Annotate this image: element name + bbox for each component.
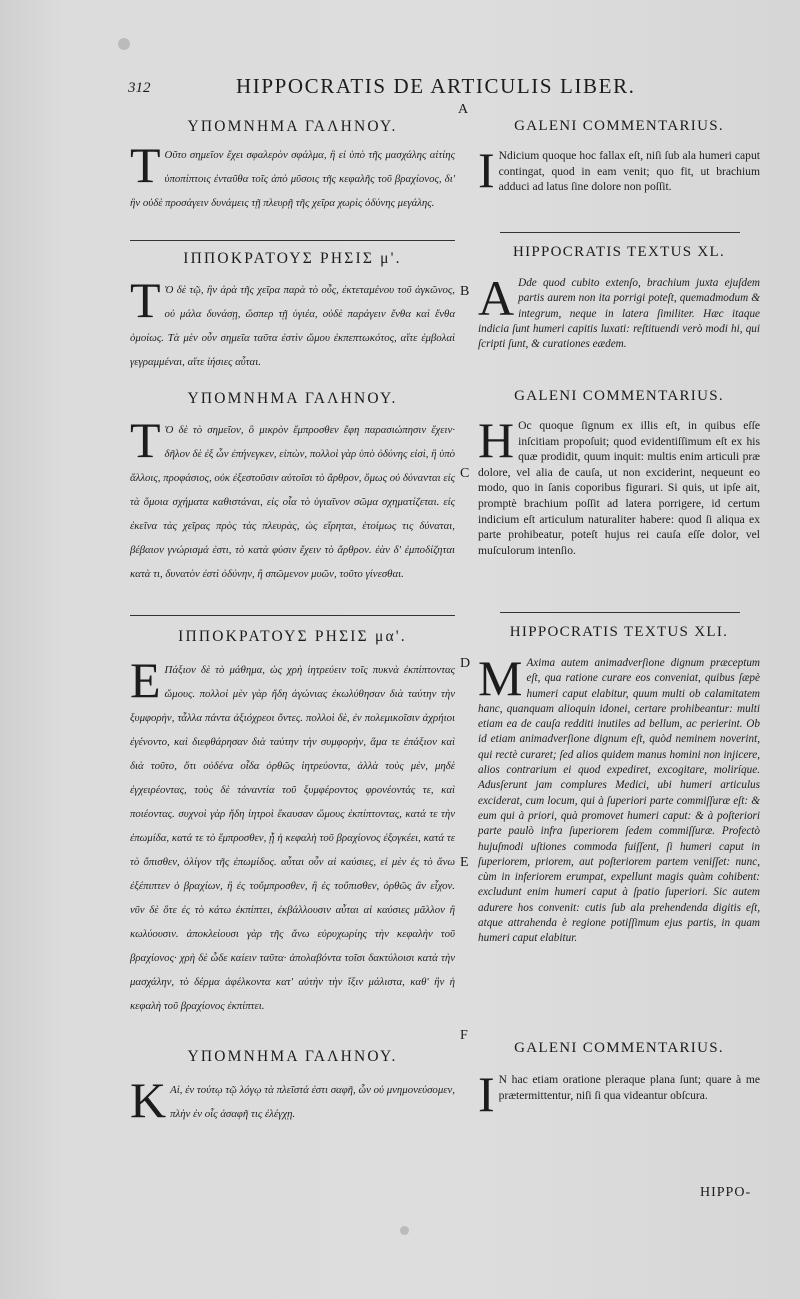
latin-text-heading: HIPPOCRATIS TEXTUS XLI. — [509, 624, 729, 640]
margin-letter-d: D — [460, 656, 471, 671]
latin-commentary-heading: GALENI COMMENTARIUS. — [514, 388, 724, 404]
latin-commentary-text — [478, 142, 760, 218]
drop-capital: A — [478, 270, 515, 326]
greek-text-heading: ΙΠΠΟΚΡΑΤΟΥΣ ΡΗΣΙΣ μα'. — [178, 628, 407, 645]
drop-capital: T — [130, 412, 161, 468]
drop-capital: E — [130, 652, 161, 708]
drop-capital: I — [478, 1066, 495, 1122]
paragraph-text: Dde quod cubito extenſo, brachium juxta ejuſdem partis aurem non ita porrigi poteſt, quemadmodum & integrum, neque in latera ſimiliter. Hæc itaque indicia ſunt humeri capitis luxati: reſtituendi verò modi hi, qui ſcripti ſunt, & curationes eædem. — [478, 277, 760, 351]
page-number: 312 — [128, 80, 151, 96]
latin-commentary-text — [478, 412, 760, 603]
latin-hippocratic-text — [478, 270, 760, 376]
paragraph-text: Ὁ δὲ τὸ σημεῖον, ὃ μικρὸν ἔμπροσθεν ἔφη παρασιώπησιν ἔχειν· δῆλον δὲ ἐξ ὧν ἐπήνεγκεν, εἰπὼν, πολλοὶ γὰρ ὑπὸ ὀδύνης εἰσὶ, ἢ ὑπὸ ἄλλοις, προφάσιος, οὐκ ἐξεστοῦσιν αὐτοῖσι τὸ ἄρθρον, ὅμως οὐ δύνανται εἰς τὰ ὅμοια σχήματα καθιστάναι, εἰς οἷα τὸ ὑγιαῖνον σῶμα σχηματίζεται. εἰς ἐκεῖνα τὰς χεῖρας πρὸς τὰς πλευρὰς, ὡς εἴρηται, ἑτοίμως τις δύναται, βέβαιον γνώρισμά ἐστι, τὸ κατὰ φύσιν ἔχειν τὸ ἄρθρον. ἐὰν δ' ἐμποδίζηται κατὰ τι, δυνατὸν ἐστὶ ὀδύνην, ἢ σπῶμενον μυῶν, τοῦτο γίνεσθαι. — [130, 424, 455, 580]
margin-letter-b: B — [460, 284, 470, 299]
latin-commentary-heading: GALENI COMMENTARIUS. — [514, 118, 724, 134]
section-rule — [500, 232, 740, 233]
margin-letter-f: F — [460, 1028, 468, 1043]
running-title: HIPPOCRATIS DE ARTICULIS LIBER. — [236, 74, 636, 98]
greek-hippocratic-text — [130, 652, 455, 1038]
ink-spot — [400, 1226, 409, 1235]
latin-commentary-text — [478, 1066, 760, 1132]
greek-hippocratic-text — [130, 272, 455, 378]
section-rule — [500, 612, 740, 613]
paragraph-text: Ndicium quoque hoc fallax eſt, niſi ſub ala humeri caput contingat, quod in eam venit; quo fit, ut brachium adduci ad latus ſine dolore non poſſit. — [498, 149, 760, 194]
drop-capital: T — [130, 272, 161, 328]
drop-capital: M — [478, 650, 523, 706]
greek-commentary-heading: ΥΠΟΜΝΗΜΑ ΓΑΛΗΝΟΥ. — [187, 1048, 398, 1065]
paragraph-text: Ὁ δὲ τῷ, ἢν ἀρὰ τῆς χεῖρα παρὰ τὸ οὖς, ἐκτεταμένου τοῦ ἀγκῶνος, οὐ μάλα δυνάσῃ, ὥσπερ τῇ ὑγιέα, οὐδὲ παράγειν ἔνθα καὶ ἔνθα ὁμοίως. Τὰ μὲν οὖν σημεῖα ταῦτα ἐστὶν ὤμου ἐκπεπτωκότος, αἵτε ἐμβολαὶ γεγραμμέναι, αἵτε ἰήσιες αὗται. — [130, 284, 455, 368]
drop-capital: H — [478, 412, 515, 468]
greek-commentary-text — [130, 137, 455, 233]
latin-commentary-heading: GALENI COMMENTARIUS. — [514, 1040, 724, 1056]
greek-commentary-text — [130, 412, 455, 608]
margin-letter-a: A — [458, 102, 469, 117]
section-rule — [130, 615, 455, 616]
paragraph-text: Oc quoque ſignum ex illis eſt, in quibus eſſe inſcitiam propoſuit; quod evidentiſſimum eſt ex his quæ prodidit, quum inquit: multis enim articuli præ dolore, vel alia de cauſa, ut non exciderint, nequeunt eo modo, quo in ſanis coporibus figurari. Si quis, ut ipſe ait, promptè brachium poſſit ad latera porrigere, id certum indicium eſt articulum naturaliter habere: quod ſi aliqua ex parte prohibeatur, poteſt hujus rei cauſa eſſe dolor, vel muſculorum intenſio. — [478, 419, 760, 557]
paragraph-text: Πάξιον δὲ τὸ μάθημα, ὡς χρὴ ἰητρεύειν τοῖς πυκνὰ ἐκπίπτοντας ὤμους. πολλοὶ μὲν γὰρ ἤδη ἀγώνιας ἐκωλύθησαν διὰ ταύτην τὴν ξυμφορὴν, τἆλλα πάντα ἀξιόχρεοι ὄντες. πολλοὶ δὲ, ἐν πολεμικοῖσιν ἀχρήιοι ἐγένοντο, καὶ διεφθάρησαν διὰ ταύτην τὴν συμφορὴν, ἅμα τε ἐπάξιον καὶ διὰ τοῦτο, ὅτι οὐδένα οἶδα ὀρθῶς ἰητρεύοντα, ἀλλὰ τοὺς μὲν, μηδὲ ἐγχειρέοντας, τοὺς δὲ τἀναντία τοῦ ξυμφέροντος φρονέοντάς τε, καὶ ποιέοντας. συχνοὶ γὰρ ἤδη ἰητροὶ ἔκαυσαν ὤμους ἐκπίπτοντας, κατά τε τὴν ἐπωμίδα, κατά τε τὸ ἔμπροσθεν, ᾗ ἡ κεφαλὴ τοῦ βραχίονος ἐξογκέει, κατά τε τὸ ὄπισθεν, ὀλίγον τῆς ἐπωμίδος. αὗται οὖν αἱ καύσιες, εἰ μὲν ἐς τὸ ἄνω ἐξέπιπτεν ὁ βραχίων, ἢ ἐς τοὔμπροσθεν, ἢ ἐς τοὔπισθεν, ὀρθῶς ἂν εἶχον. νῦν δὲ ὅτε ἐς τὸ κάτω ἐκπίπτει, ἐκβάλλουσιν αὗται αἱ καύσιες μᾶλλον ἢ κωλύουσιν. ἀποκλείουσι γὰρ τῆς ἄνω εὐρυχωρίης τὴν κεφαλὴν τοῦ βραχίονος· χρὴ δὲ ὧδε καίειν ταῦτα· ἀπολαβόντα τοῖσι δακτύλοισι κατὰ τὴν μασχάλην, τὸ δέρμα ἀφέλκοντα κατ' αὐτὴν τὴν ἴξιν μάλιστα, καθ' ἣν ἡ κεφαλὴ τοῦ βραχίονος ἐκπίπτει. — [130, 664, 455, 1012]
paragraph-text: Αἱ, ἐν τούτῳ τῷ λόγῳ τὰ πλεῖστά ἐστι σαφῆ, ὧν οὐ μνημονεύσομεν, πλὴν ἐν οἷς ἀσαφῆ τις ἐλέγχῃ. — [170, 1084, 455, 1120]
paragraph-text: N hac etiam oratione pleraque plana ſunt; quare à me prætermittentur, niſi ſi qua videantur obſcura. — [498, 1073, 760, 1102]
greek-text-heading: ΙΠΠΟΚΡΑΤΟΥΣ ΡΗΣΙΣ μ'. — [183, 250, 402, 267]
greek-commentary-heading: ΥΠΟΜΝΗΜΑ ΓΑΛΗΝΟΥ. — [187, 390, 398, 407]
greek-commentary-heading: ΥΠΟΜΝΗΜΑ ΓΑΛΗΝΟΥ. — [187, 118, 398, 135]
catchword: HIPPO- — [700, 1185, 752, 1200]
latin-hippocratic-text — [478, 650, 760, 1026]
drop-capital: I — [478, 142, 495, 198]
paragraph-text: Οῦτο σημεῖον ἔχει σφαλερὸν σφάλμα, ἢ εἰ ὑπὸ τῆς μασχάλης αἰτίης ὑποπίπτοις ἐνταῦθα τοῖς ἀπὸ μῦσοις τῆς κεφαλῆς τοῦ βραχίονος, δι' ἣν οὐδὲ προσάγειν δυνάμεις τῇ πλευρῇ τῆς χεῖρα χωρὶς ὀδύνης μεγάλης. — [130, 149, 455, 209]
paragraph-text: Axima autem animadverſione dignum præceptum eſt, qua ratione curare eos conveniat, quibus ſæpè humeri caput elabitur, quum multi ob calamitatem hanc, quanquam alioquin idonei, certare prohibeantur: multi etiam ea de cauſa redditi inutiles ad bellum, ac perierint. Ob id etiam animadverſione dignum eſt, quòd neminem noverint, qui rectè curaret; ſed alios quidem manus homini non injicere, alios contrarium ei quod expediret, excogitare, moliríque. Adusſerunt jam complures Medici, ubi humeri articulus exciderat, cum locum, qui à ſuperiori parte commiſſuræ eſt: & eum qui à priori, quà promovet humeri caput: & à poſteriori parte paulò infra ſuperiorem ſedem commiſſuræ. Profectò hujuſmodi uſtiones commoda fuiſſent, ſi humeri caput in ſuperiorem, priorem, aut poſteriorem partem veniſſet: nunc, cùm in inferiorem erumpat, expellunt magis quàm cohibent: excludunt enim humeri caput à ſpatio ſuperiori. Sic autem adurere hos convenit: cutis ſub ala prehendenda digitis eſt, atque attrahenda è regione potiſſimum ejus partis, in quam humeri caput elabitur. — [478, 657, 760, 945]
margin-letter-c: C — [460, 466, 470, 481]
latin-text-heading: HIPPOCRATIS TEXTUS XL. — [512, 244, 726, 260]
drop-capital: T — [130, 137, 161, 193]
drop-capital: K — [130, 1072, 167, 1128]
ink-spot — [118, 38, 130, 50]
section-rule — [130, 240, 455, 241]
greek-commentary-text — [130, 1072, 455, 1128]
margin-letter-e: E — [460, 855, 469, 870]
